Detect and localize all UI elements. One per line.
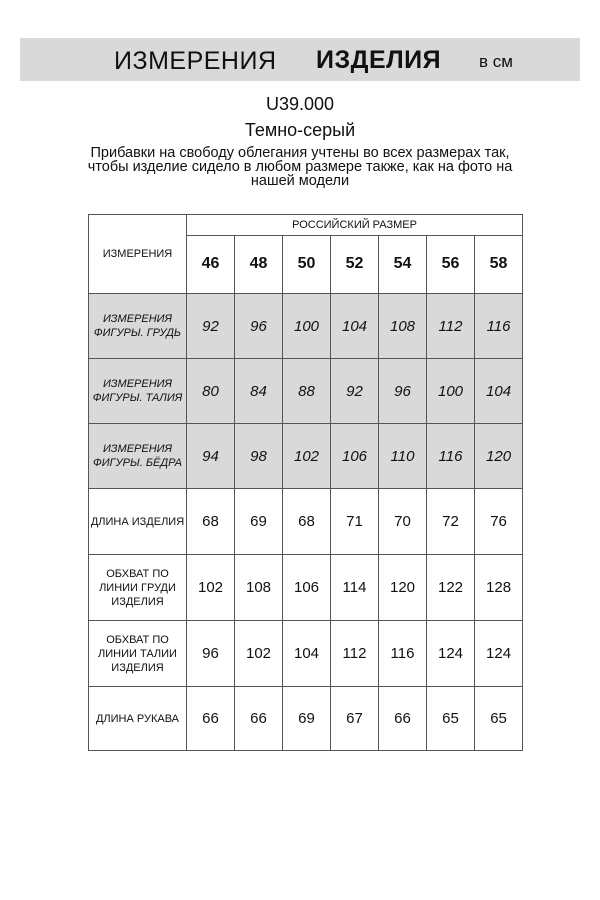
table-cell: 120 — [475, 424, 523, 489]
table-cell: 106 — [283, 555, 331, 621]
table-cell: 84 — [235, 359, 283, 424]
table-cell: 104 — [331, 294, 379, 359]
table-cell: 69 — [235, 489, 283, 555]
row-label-line: ИЗМЕРЕНИЯ — [102, 443, 173, 455]
russian-size-header: РОССИЙСКИЙ РАЗМЕР — [187, 215, 523, 236]
table-cell: 114 — [331, 555, 379, 621]
table-cell: 124 — [427, 621, 475, 687]
table-row — [89, 489, 523, 555]
table-cell: 68 — [187, 489, 235, 555]
title-item: ИЗДЕЛИЯ — [316, 46, 442, 74]
size-header: 46 — [187, 235, 235, 293]
table-cell: 116 — [427, 424, 475, 489]
table-cell: 94 — [187, 424, 235, 489]
product-code: U39.000 — [265, 94, 335, 114]
table-cell: 66 — [379, 687, 427, 751]
row-label — [89, 424, 187, 489]
table-cell: 104 — [475, 359, 523, 424]
table-cell: 102 — [187, 555, 235, 621]
table-cell: 112 — [427, 294, 475, 359]
table-cell: 65 — [475, 687, 523, 751]
table-cell: 66 — [235, 687, 283, 751]
row-label-line: ИЗДЕЛИЯ — [111, 595, 164, 608]
table-cell: 128 — [475, 555, 523, 621]
row-label — [89, 359, 187, 424]
row-label-line: ИЗДЕЛИЯ — [111, 661, 164, 674]
table-cell: 102 — [235, 621, 283, 687]
table-cell: 68 — [283, 489, 331, 555]
table-cell: 71 — [331, 489, 379, 555]
table-cell: 112 — [331, 621, 379, 687]
table-cell: 72 — [427, 489, 475, 555]
table-cell: 110 — [379, 424, 427, 489]
table-cell: 116 — [475, 294, 523, 359]
table-cell: 102 — [283, 424, 331, 489]
size-header: 48 — [235, 235, 283, 293]
product-color: Темно-серый — [244, 120, 356, 140]
row-label-line: ФИГУРЫ. ГРУДЬ — [93, 327, 182, 339]
fit-note-line: нашей модели — [250, 173, 350, 189]
table-cell: 124 — [475, 621, 523, 687]
table-cell: 70 — [379, 489, 427, 555]
table-cell: 96 — [187, 621, 235, 687]
table-cell: 88 — [283, 359, 331, 424]
table-cell: 92 — [331, 359, 379, 424]
size-header: 58 — [475, 235, 523, 293]
table-cell: 80 — [187, 359, 235, 424]
table-cell: 122 — [427, 555, 475, 621]
size-header: 54 — [379, 235, 427, 293]
fit-note-line: чтобы изделие сидело в любом размере также, как на фото на — [87, 159, 513, 175]
table-cell: 98 — [235, 424, 283, 489]
table-row — [89, 621, 523, 687]
row-label-line: ФИГУРЫ. ТАЛИЯ — [92, 392, 183, 404]
title-unit: в см — [479, 52, 513, 71]
title-banner — [20, 38, 580, 81]
table-row — [89, 687, 523, 751]
size-header: 52 — [331, 235, 379, 293]
table-row — [89, 359, 523, 424]
table-cell: 108 — [235, 555, 283, 621]
table-cell: 96 — [379, 359, 427, 424]
fit-note — [60, 146, 540, 188]
row-label — [89, 621, 187, 687]
fit-note-line: Прибавки на свободу облегания учтены во всех размерах так, — [90, 145, 510, 161]
table-cell: 67 — [331, 687, 379, 751]
table-cell: 66 — [187, 687, 235, 751]
table-cell: 106 — [331, 424, 379, 489]
table-cell: 65 — [427, 687, 475, 751]
table-row — [89, 294, 523, 359]
row-label-line: ФИГУРЫ. БЁДРА — [93, 457, 182, 469]
row-label — [89, 489, 187, 555]
table-cell: 76 — [475, 489, 523, 555]
table-cell: 120 — [379, 555, 427, 621]
table-cell: 100 — [283, 294, 331, 359]
row-label — [89, 555, 187, 621]
table-cell: 92 — [187, 294, 235, 359]
corner-label: ИЗМЕРЕНИЯ — [102, 248, 173, 260]
table-cell: 108 — [379, 294, 427, 359]
title-measurements: ИЗМЕРЕНИЯ — [114, 47, 277, 75]
table-cell: 116 — [379, 621, 427, 687]
size-header: 50 — [283, 235, 331, 293]
row-label-line: ИЗМЕРЕНИЯ — [102, 313, 173, 325]
corner-label-cell — [89, 215, 187, 294]
row-label-line: ЛИНИИ ТАЛИИ — [98, 647, 177, 660]
size-table — [88, 214, 523, 751]
row-label-line: ДЛИНА ИЗДЕЛИЯ — [90, 515, 185, 528]
row-label-line: ОБХВАТ ПО — [106, 633, 169, 646]
row-label — [89, 294, 187, 359]
row-label — [89, 687, 187, 751]
row-label-line: ЛИНИИ ГРУДИ — [99, 581, 176, 594]
row-label-line: ИЗМЕРЕНИЯ — [102, 378, 173, 390]
table-cell: 69 — [283, 687, 331, 751]
row-label-line: ДЛИНА РУКАВА — [95, 712, 180, 725]
table-cell: 104 — [283, 621, 331, 687]
table-row — [89, 424, 523, 489]
table-cell: 96 — [235, 294, 283, 359]
table-cell: 100 — [427, 359, 475, 424]
row-label-line: ОБХВАТ ПО — [106, 567, 169, 580]
table-row — [89, 555, 523, 621]
size-header: 56 — [427, 235, 475, 293]
